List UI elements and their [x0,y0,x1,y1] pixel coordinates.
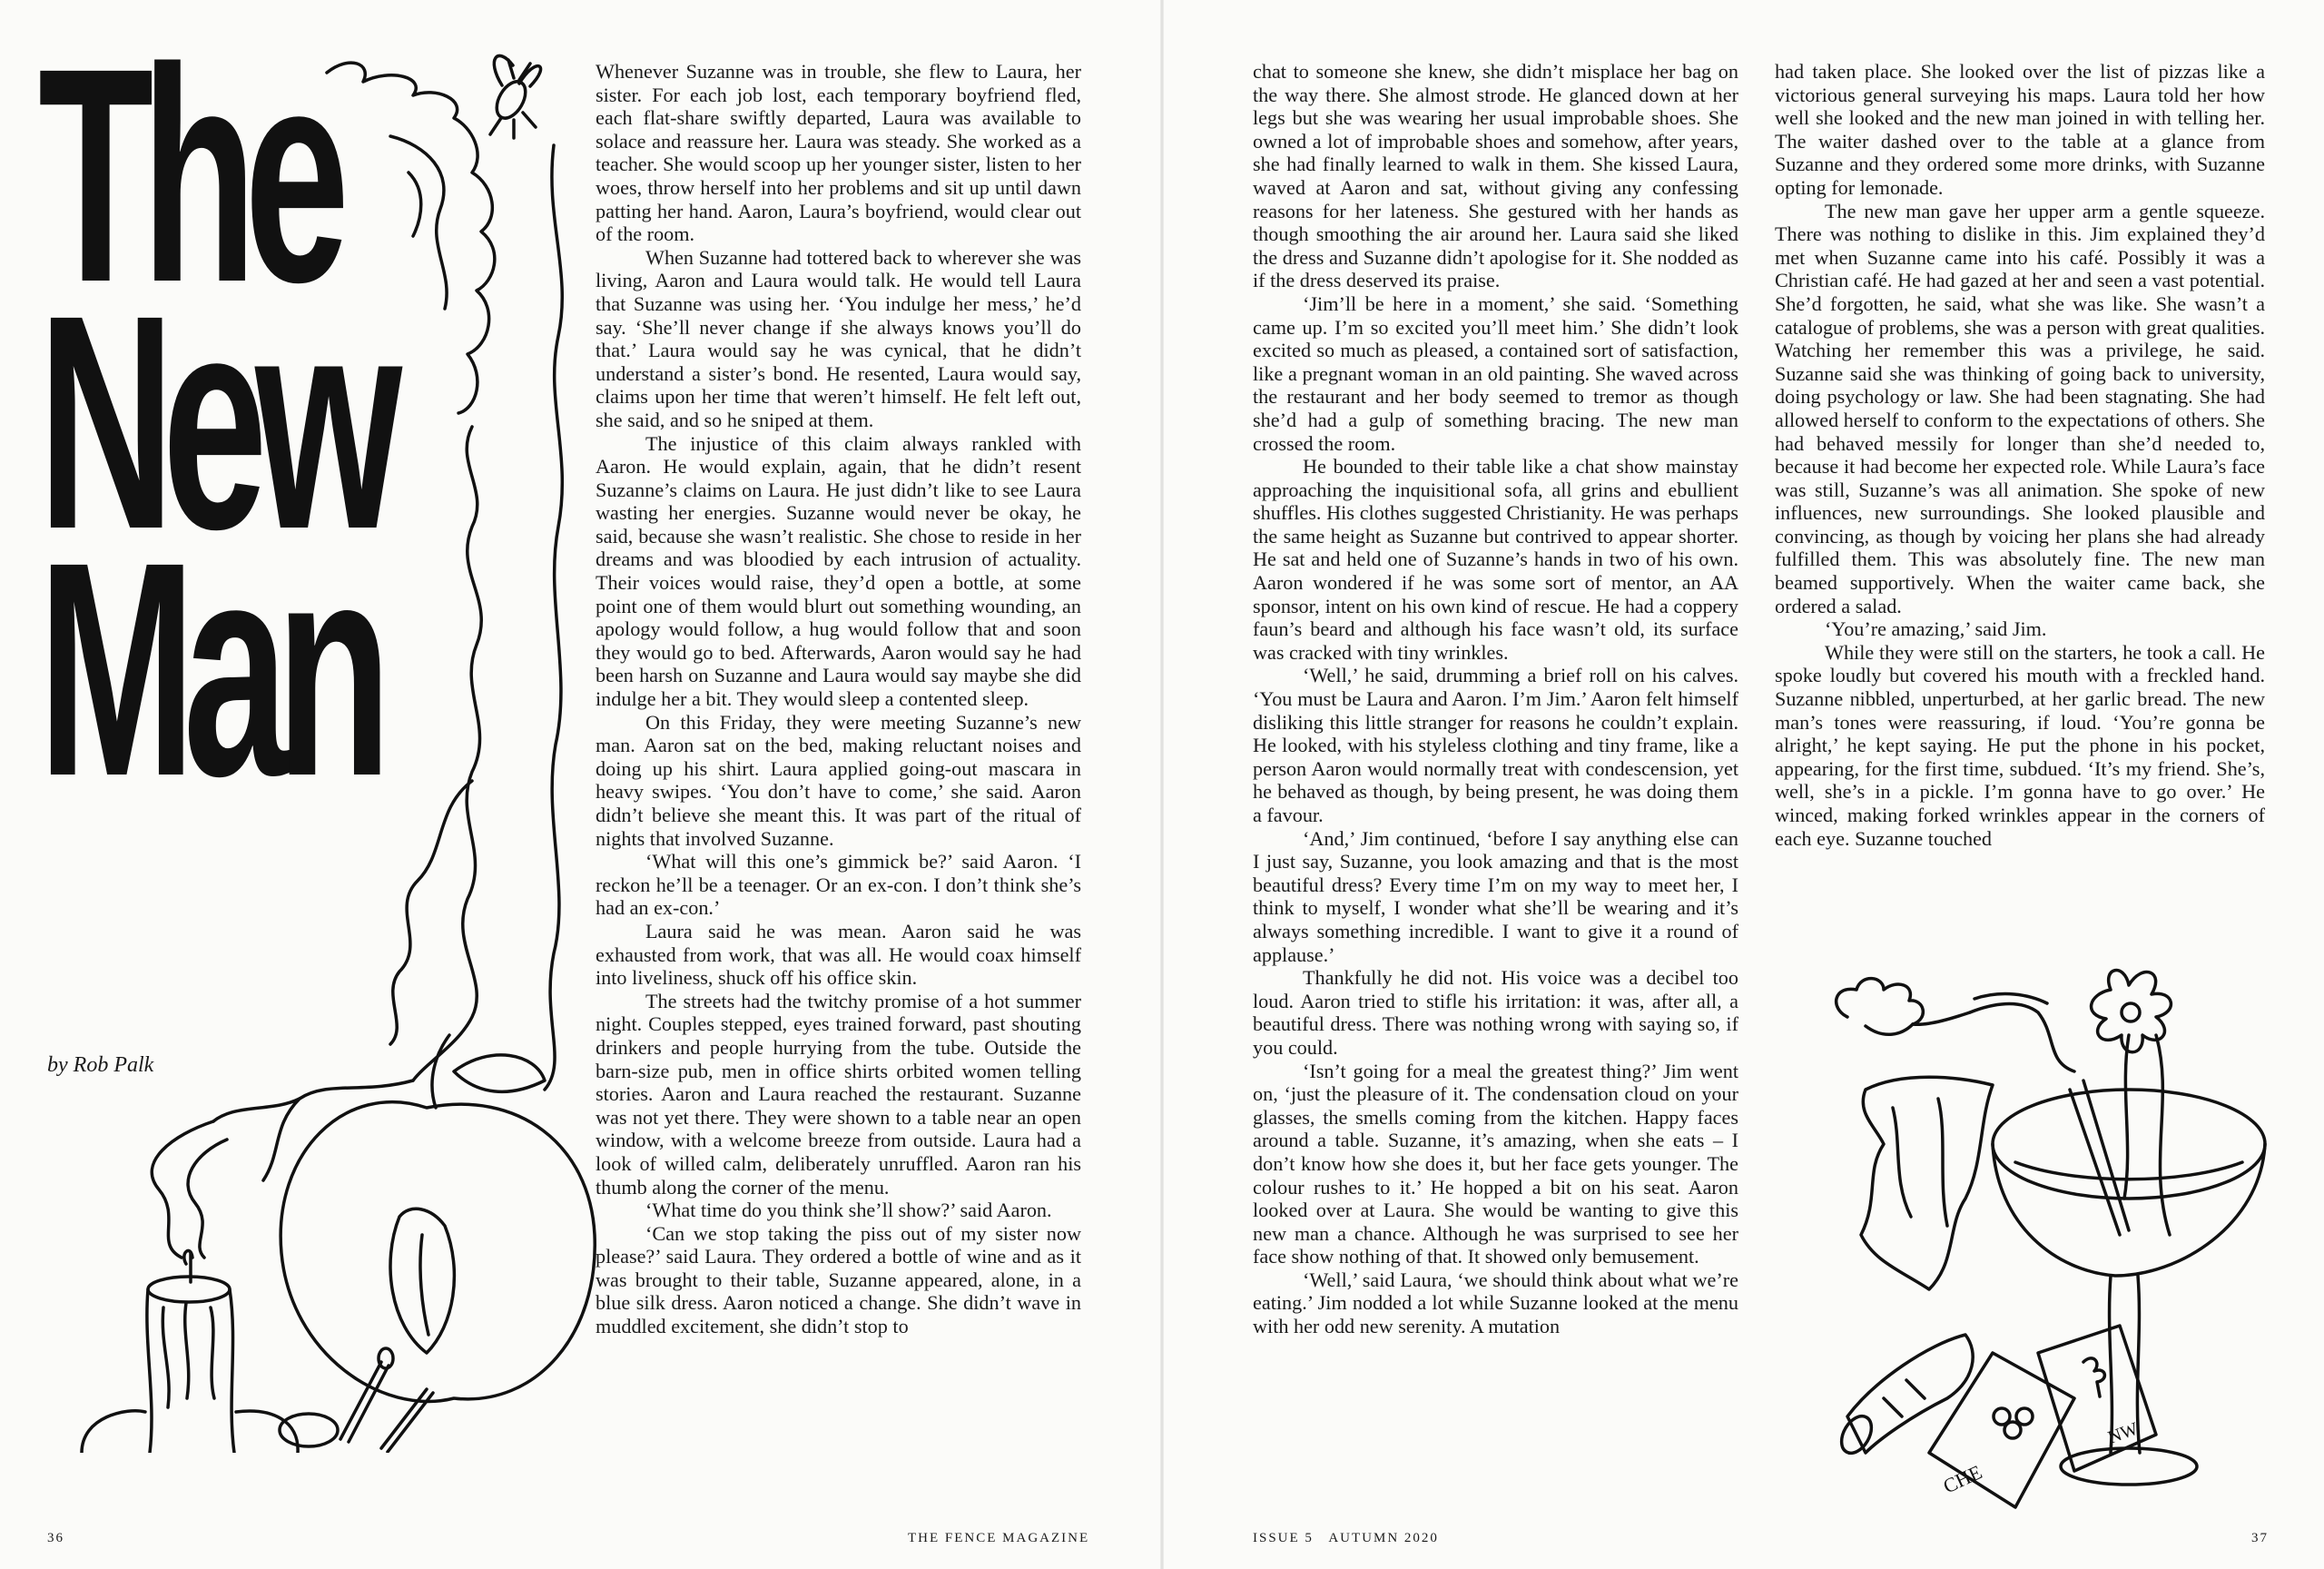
paragraph: While they were still on the starters, he took a call. He spoke loudly but covered his mouth with a freckled hand. Suzanne nibbled, unperturbed, at her garlic bread. The new man’s tones were reassuring, if loud. ‘You’re gonna be alright,’ he kept saying. He put the phone in his pocket, appearing, for the first time, subdued. ‘It’s my friend. She’s, well, she’s in a pickle. I’m gonna have to go over.’ He winced, making forked wrinkles appear in the corners of each eye. Suzanne touched [1775,640,2265,850]
page-number-right: 37 [2251,1531,2269,1545]
page-number-left: 36 [47,1531,64,1545]
paragraph: When Suzanne had tottered back to wherever she was living, Aaron and Laura would talk. He would tell Laura that Suzanne was using her. ‘You indulge her mess,’ he’d say. ‘She’ll never change if she always knows you’ll do that.’ Laura would say he was cynical, that he didn’t understand a sister’s bond. He resented, Laura would say, claims upon her time that weren’t himself. He felt left out, she said, and so he sniped at them. [596,245,1081,431]
paragraph: ‘Can we stop taking the piss out of my sister now please?’ said Laura. They ordered a bottle of wine and as it was brought to their table, Suzanne appeared, alone, in a blue silk dress. Aaron noticed a change. She didn’t wave in muddled excitement, she didn’t stop to [596,1221,1081,1338]
title-line-2: New [38,252,390,593]
paragraph: The new man gave her upper arm a gentle squeeze. There was nothing to dislike in this. Jim explained they’d met when Suzanne came into his café. Possibly it was a Christian café. He had gazed at her and seen a vast potential. She’d forgotten, he said, what she was like. She wasn’t a catalogue of problems, she was a person with great qualities. Watching her remember this was a privilege, he said. Suzanne said she was thinking of going back to university, doing psychology or law. She had been stagnating. She had allowed herself to conform to the expectations of others. She had behaved messily for longer than she’d needed to, because it had become her expected role. While Laura’s face was still, Suzanne’s was all animation. She spoke of new influences, new surroundings. She looked plausible and convincing, as though by voicing her plans she had already fulfilled them. This was absolutely fine. The new man beamed supportively. When the waiter came back, she ordered a salad. [1775,199,2265,617]
card-label-right: NW [2105,1418,2142,1448]
matches-icon [340,1348,433,1452]
paragraph: had taken place. She looked over the list of pizzas like a victorious general surveying his maps. Laura told her how well she looked and the new man joined in with telling her. The waiter dashed over to the table at a glance from Suzanne and they ordered some more drinks, with Suzanne opting for lemonade. [1775,60,2265,199]
running-head-right: ISSUE 5 AUTUMN 2020 [1253,1531,1439,1545]
article-title [38,5,547,840]
byline: by Rob Palk [47,1053,154,1077]
paragraph: Whenever Suzanne was in trouble, she flew to Laura, her sister. For each job lost, each temporary boyfriend fled, each flat-share swiftly departed, Laura was available to solace and reassure her. Laura was steady. She worked as a teacher. She would scoop up her younger sister, listen to her woes, throw herself into her problems and sit up until dawn patting her hand. Aaron, Laura’s boyfriend, would clear out of the room. [596,60,1081,246]
title-line-3: Man [38,499,379,840]
paragraph: ‘What will this one’s gimmick be?’ said Aaron. ‘I reckon he’ll be a teenager. Or an ex-con. I don’t think she’s had an ex-con.’ [596,850,1081,920]
paragraph: The streets had the twitchy promise of a hot summer night. Couples stepped, eyes trained forward, past shouting drinkers and people hurrying from the tube. Outside the barn-size pub, men in office shirts orbited women telling stories. Aaron and Laura reached the restaurant. Suzanne was not yet there. They were shown to a table near an open window, with a welcome breeze from outside. Laura had a look of willed calm, deliberately unruffled. Aaron ran his thumb along the corner of the menu. [596,989,1081,1199]
rolled-paper-icon [1836,1335,1973,1458]
text-column-2 [1253,60,1738,1338]
paragraph: ‘Jim’ll be here in a moment,’ she said. ‘Something came up. I’m so excited you’ll meet him.’ She didn’t look excited so much as pleased, a contained sort of satisfaction, like a pregnant woman in an old painting. She waved across the restaurant and her body seemed to tremor as though she’d had a gulp of something bracing. The new man crossed the room. [1253,291,1738,455]
text-column-1 [596,60,1081,1338]
paragraph: He bounded to their table like a chat show mainstay approaching the inquisitional sofa, all grins and ebullient shuffles. His clothes suggested Christianity. He was perhaps the same height as Suzanne but contrived to appear shorter. He sat and held one of Suzanne’s hands in two of his own. Aaron wondered if he was some sort of mentor, an AA sponsor, intent on his own kind of rescue. He had a coppery faun’s beard and although his face wasn’t old, its surface was cracked with tiny wrinkles. [1253,455,1738,664]
card-label-left: CHE [1939,1460,1985,1498]
paragraph: ‘Well,’ he said, drumming a brief roll on his calves. ‘You must be Laura and Aaron. I’m Jim.’ Aaron felt himself disliking this little stranger for reasons he couldn’t explain. He looked, with his styleless clothing and tiny frame, like a person Aaron would normally treat with condescension, yet he behaved as though, by being present, he was doing them a favour. [1253,664,1738,826]
paragraph: ‘What time do you think she’ll show?’ said Aaron. [645,1199,1052,1222]
text-column-3 [1775,60,2265,850]
paragraph: ‘And,’ Jim continued, ‘before I say anything else can I just say, Suzanne, you look amazing and that is the most beautiful dress? Every time I’m on my way to meet her, I think to myself, I wonder what she’ll be wearing and it’s always something incredible. I want to give it a round of applause.’ [1253,826,1738,966]
right-illustration [1811,962,2319,1544]
paragraph: ‘You’re amazing,’ said Jim. [1825,617,2047,641]
hand-icon [1837,979,1970,1035]
paragraph: Thankfully he did not. His voice was a decibel too loud. Aaron tried to stifle his irritation: it was, after all, a beautiful dress. There was nothing wrong with saying so, if you could. [1253,966,1738,1059]
paragraph: On this Friday, they were meeting Suzanne’s new man. Aaron sat on the bed, making reluctant noises and doing up his shirt. Laura applied going-out mascara in heavy swipes. ‘You don’t have to come,’ she said. Aaron didn’t believe she meant this. It was part of the ritual of nights that involved Suzanne. [596,710,1081,850]
page-gutter [1160,0,1164,1569]
running-head-left: THE FENCE MAGAZINE [908,1531,1090,1545]
candle-icon [147,1250,234,1453]
title-line-1: The [38,5,338,346]
paragraph: chat to someone she knew, she didn’t misplace her bag on the way there. She almost strode. He glanced down at her legs but she was wearing her usual improbable shoes. She owned a lot of improbable shoes and somehow, after years, she had finally learned to walk in them. She kissed Laura, waved at Aaron and sat, without giving any confessing reasons for her lateness. She gestured with her hands as though smoothing the air around her. Laura said she liked the dress and Suzanne didn’t apologise for it. She nodded as if the dress deserved its praise. [1253,60,1738,292]
paragraph: ‘Isn’t going for a meal the greatest thing?’ Jim went on, ‘just the pleasure of it. The condensation cloud on your glasses, the smells coming from the kitchen. Happy faces around a table. Suzanne, it’s amazing, when she eats – I don’t know how she does it, but her face gets younger. The colour rushes to it.’ He hopped a bit on his seat. Aaron looked over at Laura. She would be wanting to give this new man a chance. Although he was surprised to see her face show nothing of that. It showed only bemusement. [1253,1059,1738,1268]
paragraph: Laura said he was mean. Aaron said he was exhausted from work, that was all. He would coax himself into liveliness, shuck off his office skin. [596,919,1081,990]
paragraph: The injustice of this claim always rankled with Aaron. He would explain, again, that he didn’t resent Suzanne’s claims on Laura. He just didn’t like to see Laura wasting her energies. Suzanne would never be okay, he said, because she wasn’t realistic. She chose to reside in her dreams and was bloodied by each intrusion of actuality. Their voices would raise, they’d open a bottle, at some point one of them would blurt out something wounding, an apology would follow, a hug would follow that and soon they would go to bed. Afterwards, Aaron would say he had been harsh on Suzanne and Laura would say maybe she did indulge her a bit. They would sleep a contented sleep. [596,431,1081,711]
paragraph: ‘Well,’ said Laura, ‘we should think about what we’re eating.’ Jim nodded a lot while Suzanne looked at the menu with her odd new serenity. A mutation [1253,1268,1738,1338]
